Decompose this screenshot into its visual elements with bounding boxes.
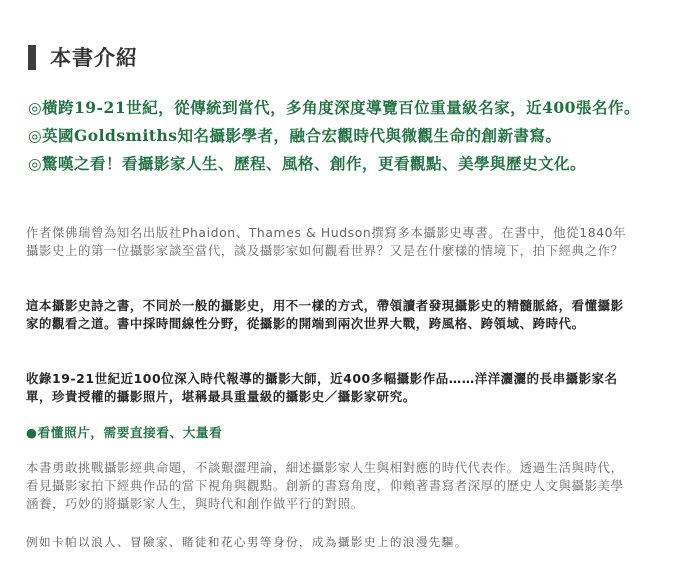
heading-bar [28, 45, 36, 70]
highlight-item: ◎橫跨19-21世紀，從傳統到當代，多角度深度導覽百位重量級名家，近400張名作。 [28, 98, 640, 117]
section-heading [28, 42, 138, 72]
closing-paragraph: 例如卡帕以浪人、冒險家、賭徒和花心男等身份，成為攝影史上的浪漫先驅。 [26, 535, 468, 549]
intro-paragraph: 作者傑佛瑞曾為知名出版社Phaidon、Thames & Hudson撰寫多本攝影史專書。在書中，他從1840年攝影史上的第一位攝影家談至當代，談及攝影家如何觀看世界？又是在什麼樣的情境下，拍下經典之作？ [26, 225, 627, 258]
section-title: 本書介紹 [50, 45, 138, 70]
green-subheading: ●看懂照片，需要直接看、大量看 [26, 425, 223, 440]
highlight-item: ◎英國Goldsmiths知名攝影學者，融合宏觀時代與微觀生命的創新書寫。 [28, 126, 562, 145]
bold-paragraph-2: 收錄19-21世紀近100位深入時代報導的攝影大師，近400多幅攝影作品……洋洋灑灑的長串攝影家名單，珍貴授權的攝影照片，堪稱最具重量級的攝影史／攝影家研究。 [26, 371, 618, 404]
highlights-list [28, 96, 648, 180]
highlight-item: ◎驚嘆之看！看攝影家人生、歷程、風格、創作，更看觀點、美學與歷史文化。 [28, 154, 587, 173]
bold-paragraph-1: 這本攝影史詩之書，不同於一般的攝影史，用不一樣的方式，帶領讀者發現攝影史的精髓脈絡，看懂攝影家的觀看之道。書中採時間線性分野，從攝影的開端到兩次世界大戰，跨風格、跨領域、跨時代。 [26, 298, 624, 331]
body-paragraph: 本書勇敢挑戰攝影經典命題，不談艱澀理論，細述攝影家人生與相對應的時代代表作。透過生活與時代，看見攝影家拍下經典作品的當下視角與觀點。創新的書寫角度，仰賴著書寫者深厚的歷史人文與攝影美學涵養，巧妙的將攝影家人生，與時代和創作做平行的對照。 [26, 460, 624, 511]
